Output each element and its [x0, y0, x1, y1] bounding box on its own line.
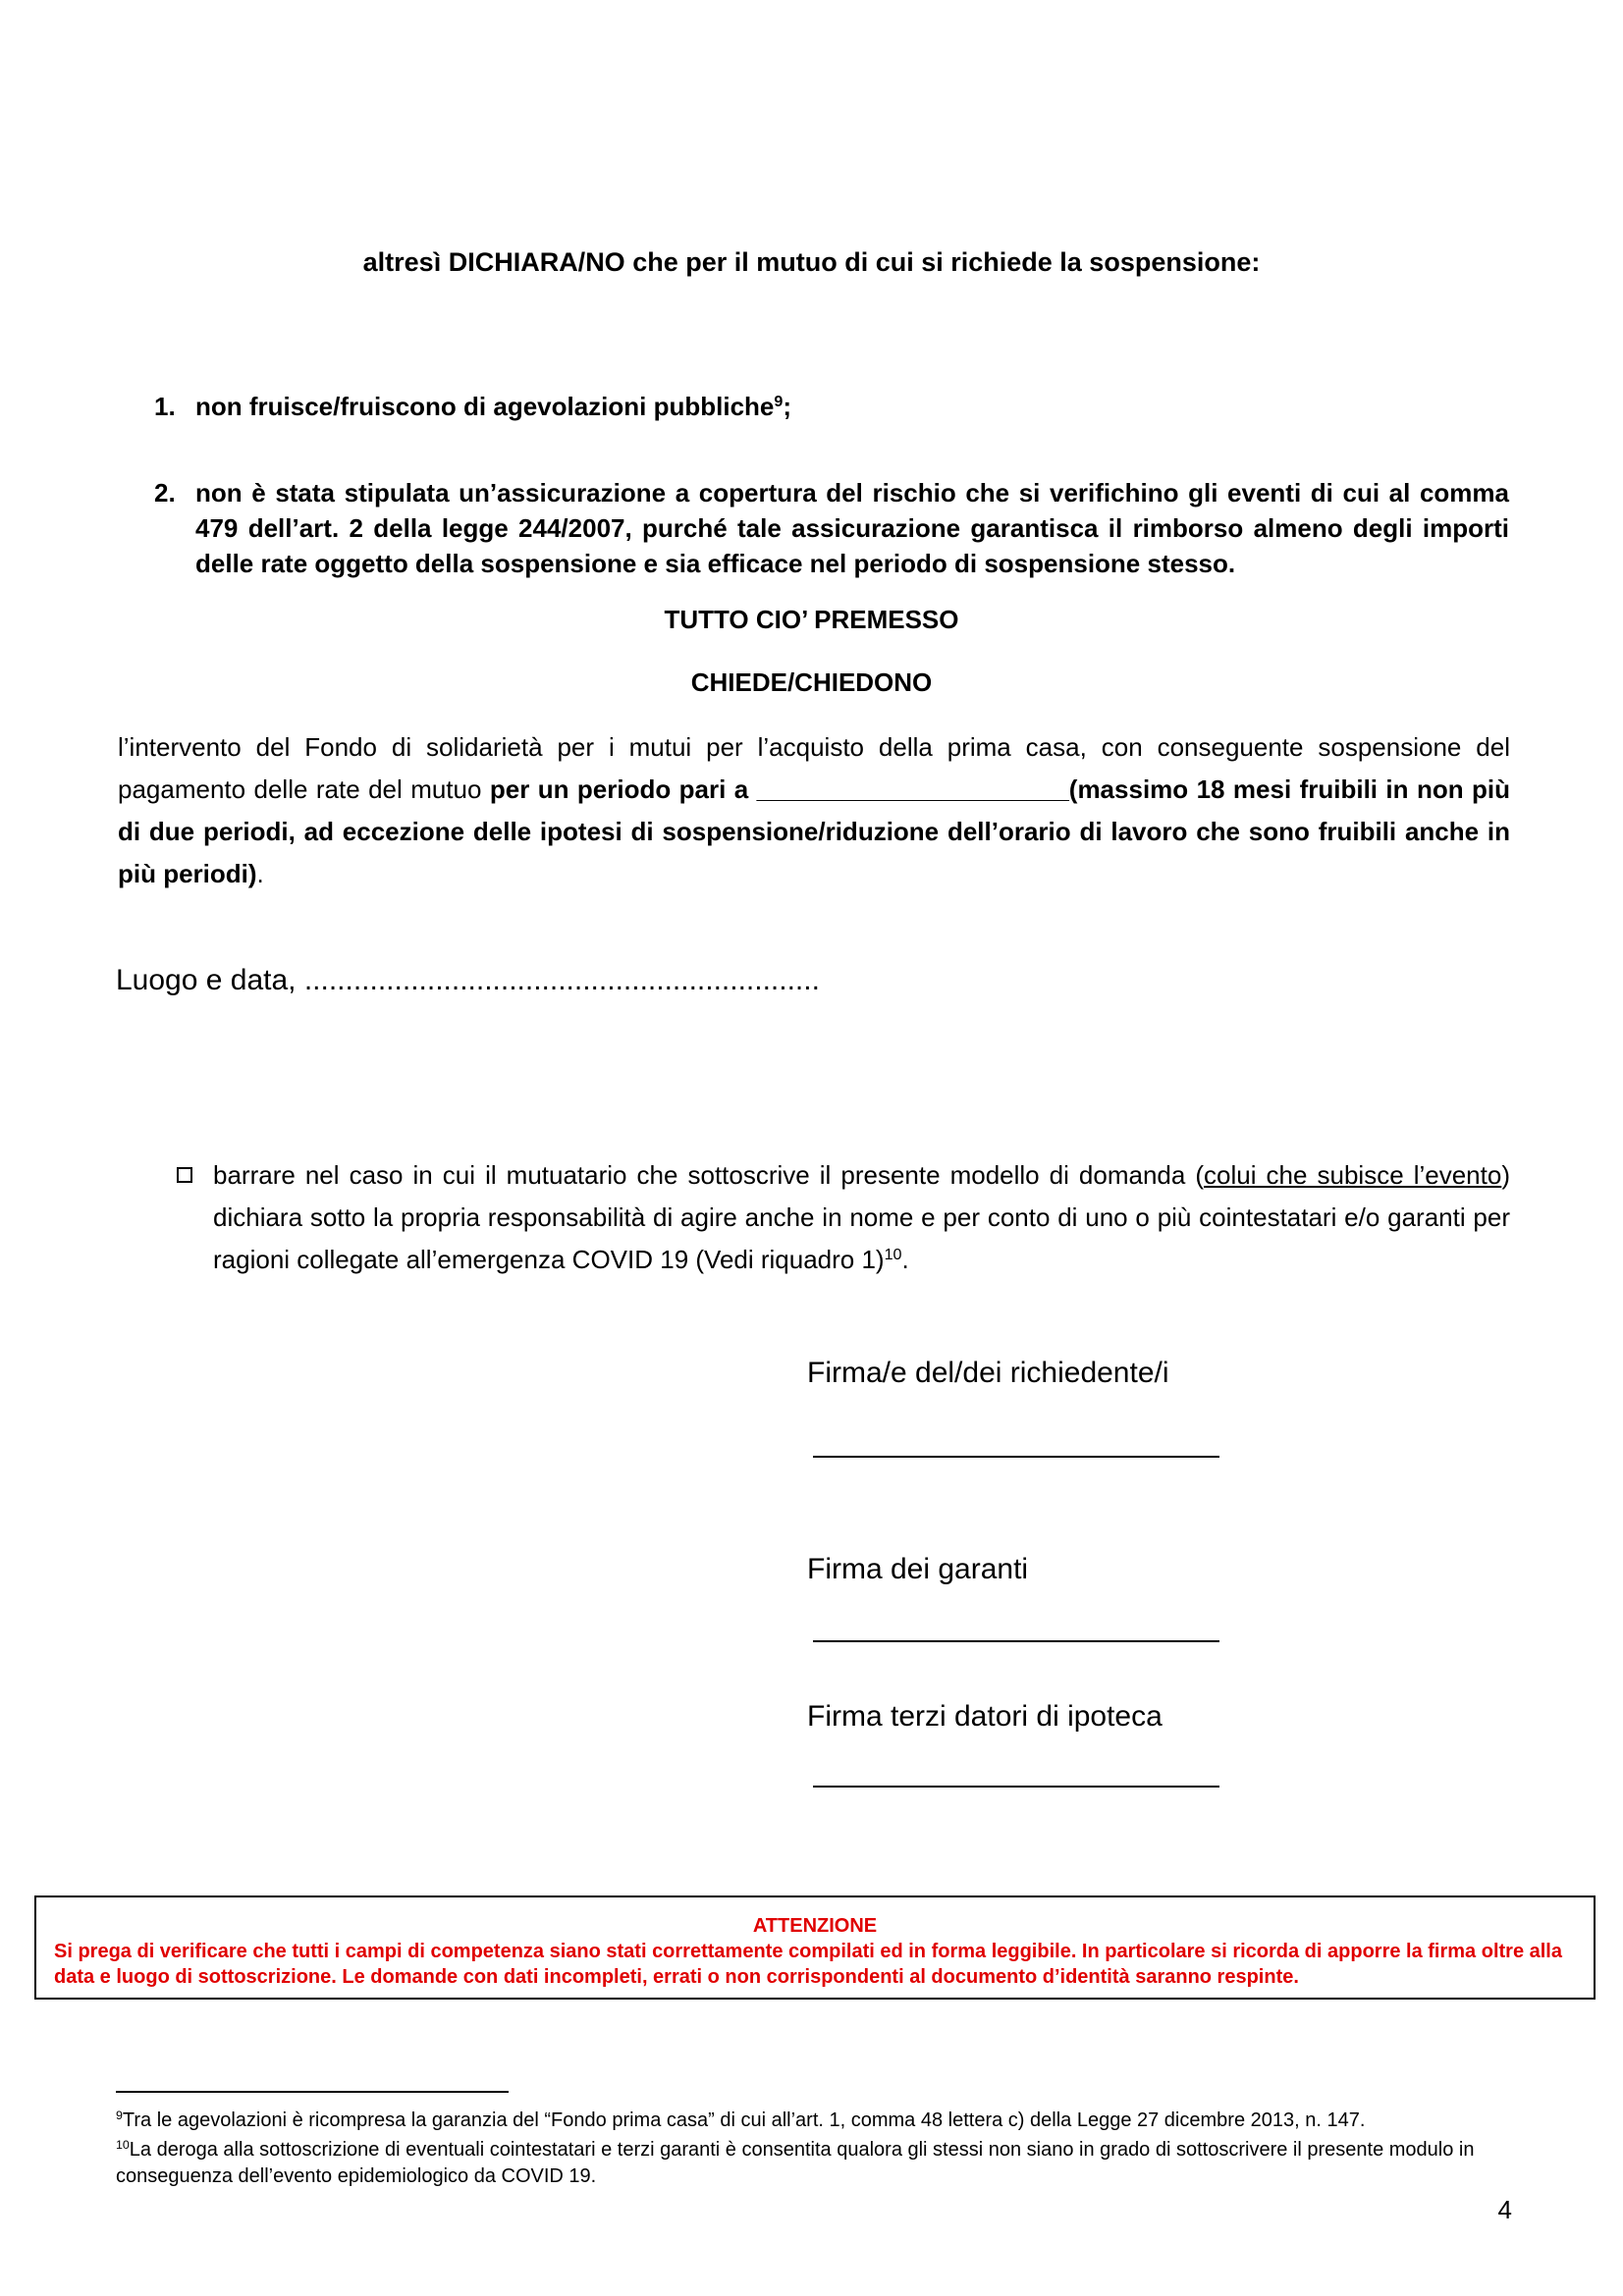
- period-blank-field[interactable]: ______________________: [756, 774, 1069, 804]
- footnote-ref-10: 10: [884, 1246, 902, 1264]
- delegation-text-part-2: ) dichiara sotto la propria responsabilità di agire anche in nome e per conto di uno o più cointestatari e/o garanti per ragioni collegate all’emergenza COVID 19 (Vedi riquadro 1): [213, 1160, 1510, 1274]
- declaration-heading: altresì DICHIARA/NO che per il mutuo di cui si richiede la sospensione:: [362, 247, 1261, 277]
- declaration-item-1: [154, 389, 1509, 428]
- requesters-signature-line[interactable]: [813, 1456, 1219, 1458]
- footnote-ref-9: 9: [774, 393, 784, 411]
- third-parties-signature-label: Firma terzi datori di ipoteca: [807, 1700, 1163, 1733]
- guarantors-signature-label: Firma dei garanti: [807, 1553, 1029, 1585]
- request-end: .: [256, 859, 264, 888]
- premesso-heading: TUTTO CIO’ PREMESSO: [664, 605, 959, 634]
- item-text: non fruisce/fruiscono di agevolazioni pubbliche: [195, 392, 775, 421]
- item-number: 2.: [154, 478, 176, 507]
- request-text: l’intervento del Fondo di solidarietà per i mutui per l’acquisto della prima casa, con conseguente sospensione del pagamento delle rate del mutuo: [118, 732, 1510, 804]
- footnote-10: [116, 2138, 1510, 2189]
- place-date-field[interactable]: Luogo e data, ...............................................................: [116, 964, 820, 996]
- footnote-separator: [116, 2091, 509, 2093]
- delegation-text-part-1: barrare nel caso in cui il mutuatario che sottoscrive il presente modello di domanda (: [213, 1160, 1205, 1190]
- chiede-heading: CHIEDE/CHIEDONO: [690, 667, 933, 697]
- item-number: 1.: [154, 392, 176, 421]
- declaration-item-2: [154, 475, 1509, 581]
- notice-body: Si prega di verificare che tutti i campi di competenza siano stati correttamente compilati ed in forma leggibile. In particolare si ricorda di apporre la firma oltre alla data e luogo di sottoscrizione. Le domande con dati incompleti, errati o non corrispondenti al documento d’identità saranno respinte.: [54, 1941, 1562, 1988]
- request-period-note: (massimo 18 mesi fruibili in non più di due periodi, ad eccezione delle ipotesi di sospensione/riduzione dell’orario di lavoro che sono fruibili anche in più periodi): [118, 774, 1510, 888]
- covid-delegation-option: [177, 1154, 1510, 1285]
- footnote-10-ref: 10: [116, 2138, 130, 2153]
- page-number: 4: [1497, 2195, 1512, 2224]
- notice-title: ATTENZIONE: [752, 1915, 878, 1937]
- item-suffix: ;: [783, 392, 792, 421]
- attention-notice: [34, 1896, 1596, 2000]
- delegation-text-end: .: [901, 1245, 909, 1274]
- footnote-9: [116, 2109, 1510, 2135]
- request-period-label: per un periodo pari a: [489, 774, 757, 804]
- delegation-text: [213, 1154, 1510, 1285]
- request-paragraph: [118, 726, 1510, 895]
- item-text: non è stata stipulata un’assicurazione a copertura del rischio che si verifichino gli eventi di cui al comma 479 dell’art. 2 della legge 244/2007, purché tale assicurazione garantisca il rimborso almeno degli importi delle rate oggetto della sospensione e sia efficace nel periodo di sospensione stesso.: [195, 478, 1509, 578]
- guarantors-signature-line[interactable]: [813, 1640, 1219, 1642]
- delegation-underlined: colui che subisce l’evento: [1204, 1160, 1502, 1190]
- delegation-checkbox[interactable]: [177, 1167, 192, 1183]
- third-parties-signature-line[interactable]: [813, 1786, 1219, 1788]
- footnote-10-text: La deroga alla sottoscrizione di eventuali cointestatari e terzi garanti è consentita qualora gli stessi non siano in grado di sottoscrivere il presente modulo in conseguenza dell’evento epidemiologico da COVID 19.: [116, 2139, 1475, 2187]
- footnote-9-ref: 9: [116, 2109, 123, 2123]
- requesters-signature-label: Firma/e del/dei richiedente/i: [807, 1357, 1169, 1389]
- footnote-9-text: Tra le agevolazioni è ricompresa la garanzia del “Fondo prima casa” di cui all’art. 1, comma 48 lettera c) della Legge 27 dicembre 2013, n. 147.: [122, 2109, 1366, 2131]
